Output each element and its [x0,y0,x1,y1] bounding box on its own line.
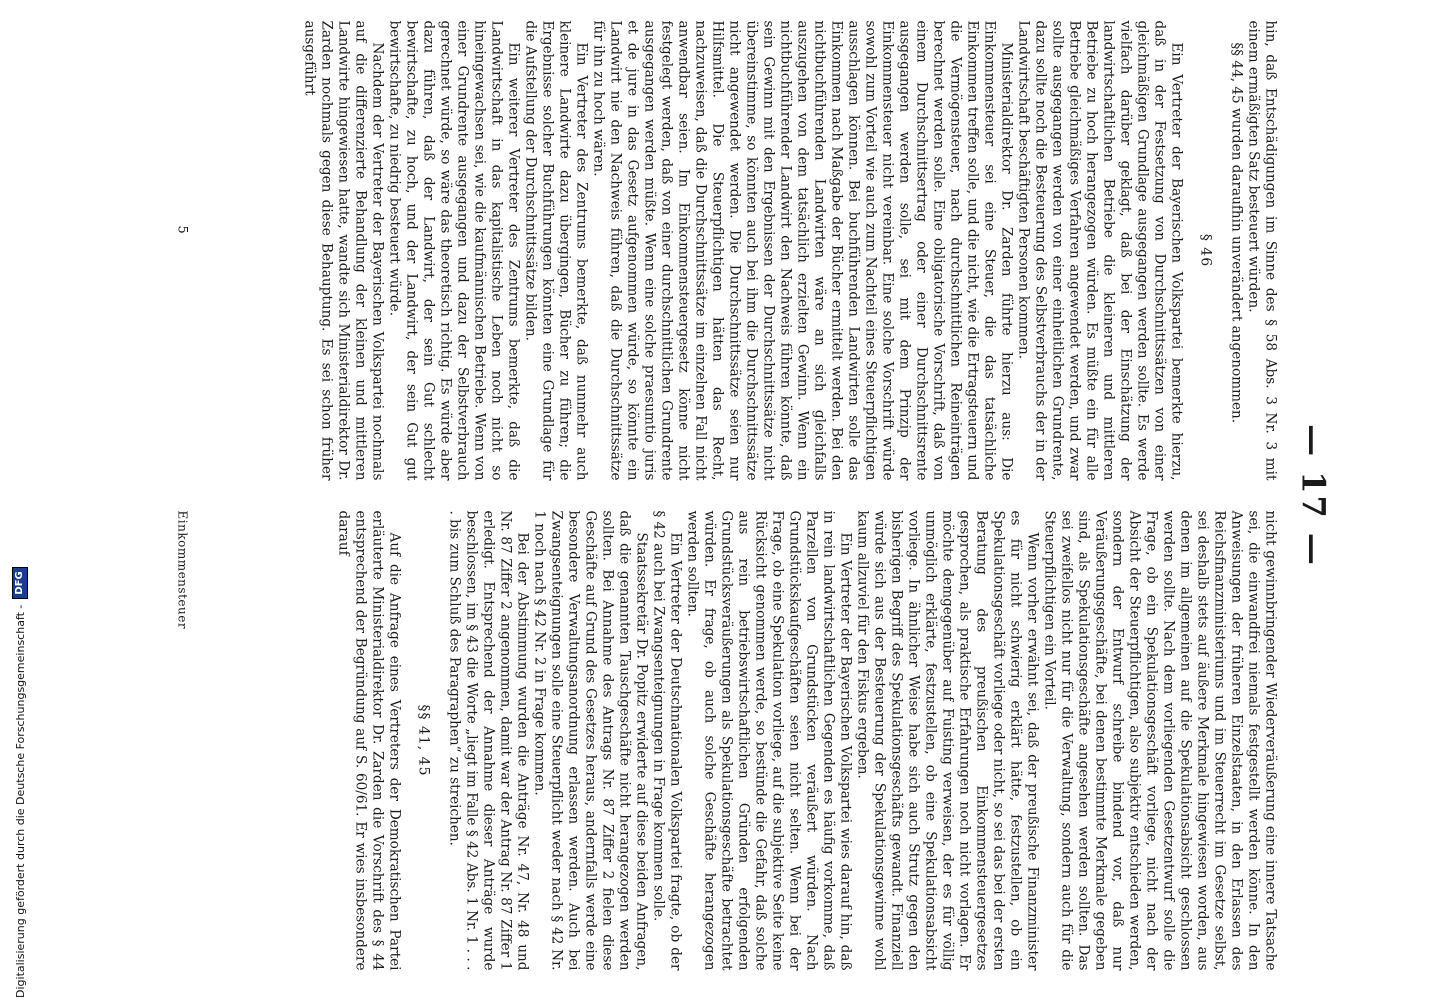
paragraph: Ein Vertreter der Deutschnationalen Volkspartei fragte, ob der § 42 auch bei Zwangsenteignungen in Frage kommen solle. [650,510,683,970]
section-heading: § 46 [1197,233,1213,267]
paragraph: Ein weiterer Vertreter des Zentrums bemerkte, daß die Landwirtschaft in das kapitalistische Leben noch nicht so hineingewachsen sei, wie die kaufmännischen Betriebe. Wenn von einer Grundrente ausgegangen und dazu der Selbstverbrauch gerechnet würde, so wäre das theoretisch richtig. Es würde aber dazu führen, daß der Landwirt, der sein Gut schlecht bewirtschafte, zu hoch, und der Landwirt, der sein Gut gut bewirtschafte, zu niedrig besteuert würde. [386,20,521,480]
left-column [173,20,1278,480]
paragraph: Ein Vertreter der Bayerischen Volkspartei wies darauf hin, daß in rein landwirtschaftlichen Gegenden es häufig vorkomme, daß Parzellen von Grundstücken veräußert würden. Nach Grundstückskaufgeschäften seien nicht selten. Wenn bei der Frage, ob eine Spekulation vorliege, auf die subjektive Seite keine Rücksicht genommen werde, so bestünde die Gefahr, daß solche aus rein betriebswirtschaftlichen Gründen erfolgenden Grundstücksveräußerungen als Spekulationsgeschäfte betrachtet würden. Er frage, ob auch solche Geschäfte herangezogen werden sollten. [684,510,853,970]
paragraph: §§ 44, 45 wurden daraufhin unverändert angenommen. [1228,42,1244,423]
paragraph: Auf die Anfrage eines Vertreters der Demokratischen Partei erläuterte Ministerialdirektor Dr. Zarden die Vorschrift des § 44 entsprechend der Begründung auf S. 60/61. Er wies insbesondere darauf [335,510,402,970]
paragraph: Ministerialdirektor Dr. Zarden führte hierzu aus: Die Einkommensteuer sei eine Steuer, die das tatsächliche Einkommen treffen solle, und die nicht, wie die Ertragsteuern und die Vermögensteuer, nach durchschnittlichen Reineinträgen berechnet werden solle. Eine obligatorische Vorschrift, daß von einem Durchschnittsertrag oder einer Durchschnittsrente ausgegangen werden solle, sei mit dem Prinzip der Einkommensteuer nicht vereinbar. Eine solche Vorschrift würde sowohl zum Vorteil wie auch zum Nachteil eines Steuerpflichtigen ausschlagen können. Bei buchführenden Landwirten solle das Einkommen nach Maßgabe der Bücher ermittelt werden. Bei den nichtbuchführenden Landwirten wäre an sich gleichfalls auszugehen von dem tatsächlich erzielten Gewinn. Wenn ein nichtbuchführender Landwirt den Nachweis führen könnte, daß sein Gewinn mit den Ergebnissen der Durchschnittssätze nicht übereinstimme, so könnten auch bei ihm die Durchschnittssätze nicht angewendet werden. Die Durchschnittssätze seien nur Hilfsmittel. Die Steuerpflichtigen hätten das Recht, nachzuweisen, daß die Durchschnittssätze im einzelnen Fall nicht anwendbar seien. Im Einkommensteuergesetz könne nicht festgelegt werden, daß von einer durchschnittlichen Grundrente ausgegangen werden müßte. Wenn eine solche praesumtio juris et de jure in das Gesetz aufgenommen würde, so könnte ein Landwirt nie den Nachweis führen, daß die Durchschnittssätze für ihn zu hoch wären. [590,20,1014,480]
paragraph: Ein Vertreter des Zentrums bemerkte, daß nunmehr auch kleinere Landwirte dazu übergingen, Bücher zu führen; die Ergebnisse solcher Buchführungen könnten eine Grundlage für die Aufstellung der Durchschnittssätze bilden. [522,20,589,480]
paragraph: hin, daß Entschädigungen im Sinne des § 58 Abs. 3 Nr. 3 mit einem ermäßigten Satz besteuert würden. [1245,20,1278,480]
scanned-page [145,0,1340,990]
section-heading: §§ 41, 45 [415,704,431,776]
page-header: — 17 — [1294,423,1332,567]
paragraph: Wenn vorher erwähnt sei, daß der preußische Finanzminister es für nicht schwierig erklärt hätte, festzustellen, ob ein Spekulationsgeschäft vorliege oder nicht, so sei das bei der ersten Beratung des preußischen Einkommensteuergesetzes gesprochen, als praktische Erfahrungen noch nicht vorlagen. Er möchte demgegenüber auf Fuisting verweisen, der es für völlig unmöglich erklärte, festzustellen, ob eine Spekulationsabsicht vorliege. In ähnlicher Weise habe sich auch Strutz gegen den bisherigen Begriff des Spekulationsgeschäfts gewandt. Finanziell würde sich aus der Besteuerung der Spekulationsgewinne wohl kaum allzuviel für den Fiskus ergeben. [854,510,1040,970]
paragraph: Ein Vertreter der Bayerischen Volkspartei bemerkte hierzu, daß in der Festsetzung von Durchschnittssätzen von einer gleichmäßigen Grundlage ausgegangen werden sollte. Es werde vielfach darüber geklagt, daß bei der Einschätzung der landwirtschaftlichen Betriebe die kleineren und mittleren Betriebe zu hoch herangezogen würden. Es müßte ein für alle Betriebe gleichmäßiges Verfahren angewendet werden, und zwar sollte ausgegangen werden von einer einheitlichen Grundrente, dazu sollte noch die Besteuerung des Selbstverbrauchs der in der Landwirtschaft beschäftigten Personen kommen. [1015,20,1184,480]
catchword: Einkommensteuer [175,510,189,629]
footer-text: Digitalisierung gefördert durch die Deutsche Forschungsgemeinschaft - [13,604,27,998]
dfg-logo: DFG [12,567,28,598]
page-number: 5 [174,225,189,234]
paragraph: nicht gewinnbringender Wiederveräußerung eine innere Tatsache sei, die einwandfrei niemals festgestellt werden könne. In den Anweisungen der früheren Einzelstaaten, in den Erlassen des Reichsfinanzministeriums und im Steuerrecht im Gesetze selbst, sei deshalb stets auf äußere Merkmale hingewiesen worden, aus denen im allgemeinen auf die Spekulationsabsicht geschlossen werden sollte. Nach dem vorliegenden Gesetzentwurf solle die Frage, ob ein Spekulationsgeschäft vorliege, nicht nach der Absicht der Steuerpflichtigen, also subjektiv entschieden werden, sondern der Entwurf schreibe bindend vor, daß nur Veräußerungsgeschäfte, bei denen bestimmte Merkmale gegeben sind, als Spekulationsgeschäfte angesehen werden sollten. Das sei zweifellos nicht nur für die Verwaltung, sondern auch für die Steuerpflichtigen ein Vorteil. [1041,510,1278,970]
paragraph: Staatssekretär Dr. Popitz erwiderte auf diese beiden Anfragen, daß die genannten Tauschgeschäfte nicht herangezogen werden sollten. Bei Annahme des Antrags Nr. 87 Ziffer 2 fielen diese Geschäfte auf Grund des Gesetzes heraus, andernfalls werde eine besondere Verwaltungsanordnung erlassen werden. Auch bei Zwangsenteignungen solle eine Steuerpflicht weder nach § 42 Nr. 1 noch nach § 42 Nr. 2 in Frage kommen. [531,510,649,970]
paragraph: Bei der Abstimmung wurden die Anträge Nr. 47, Nr. 48 und Nr. 87 Ziffer 2 angenommen, damit war der Antrag Nr. 87 Ziffer 1 erledigt. Entsprechend der Annahme dieser Anträge wurde beschlossen, im § 43 die Worte „liegt im Falle § 42 Abs. 1 Nr. 1 . . . . bis zum Schluß des Paragraphen“ zu streichen. [446,510,530,970]
right-column [173,510,1278,970]
paragraph: Nachdem der Vertreter der Bayerischen Volkspartei nochmals auf die differenzierte Behandlung der kleinen und mittleren Landwirte hingewiesen hatte, wandte sich Ministerialdirektor Dr. Zarden nochmals gegen diese Behauptung. Es sei schon früher ausgeführt [301,20,385,480]
digitization-footer [2,8,27,998]
